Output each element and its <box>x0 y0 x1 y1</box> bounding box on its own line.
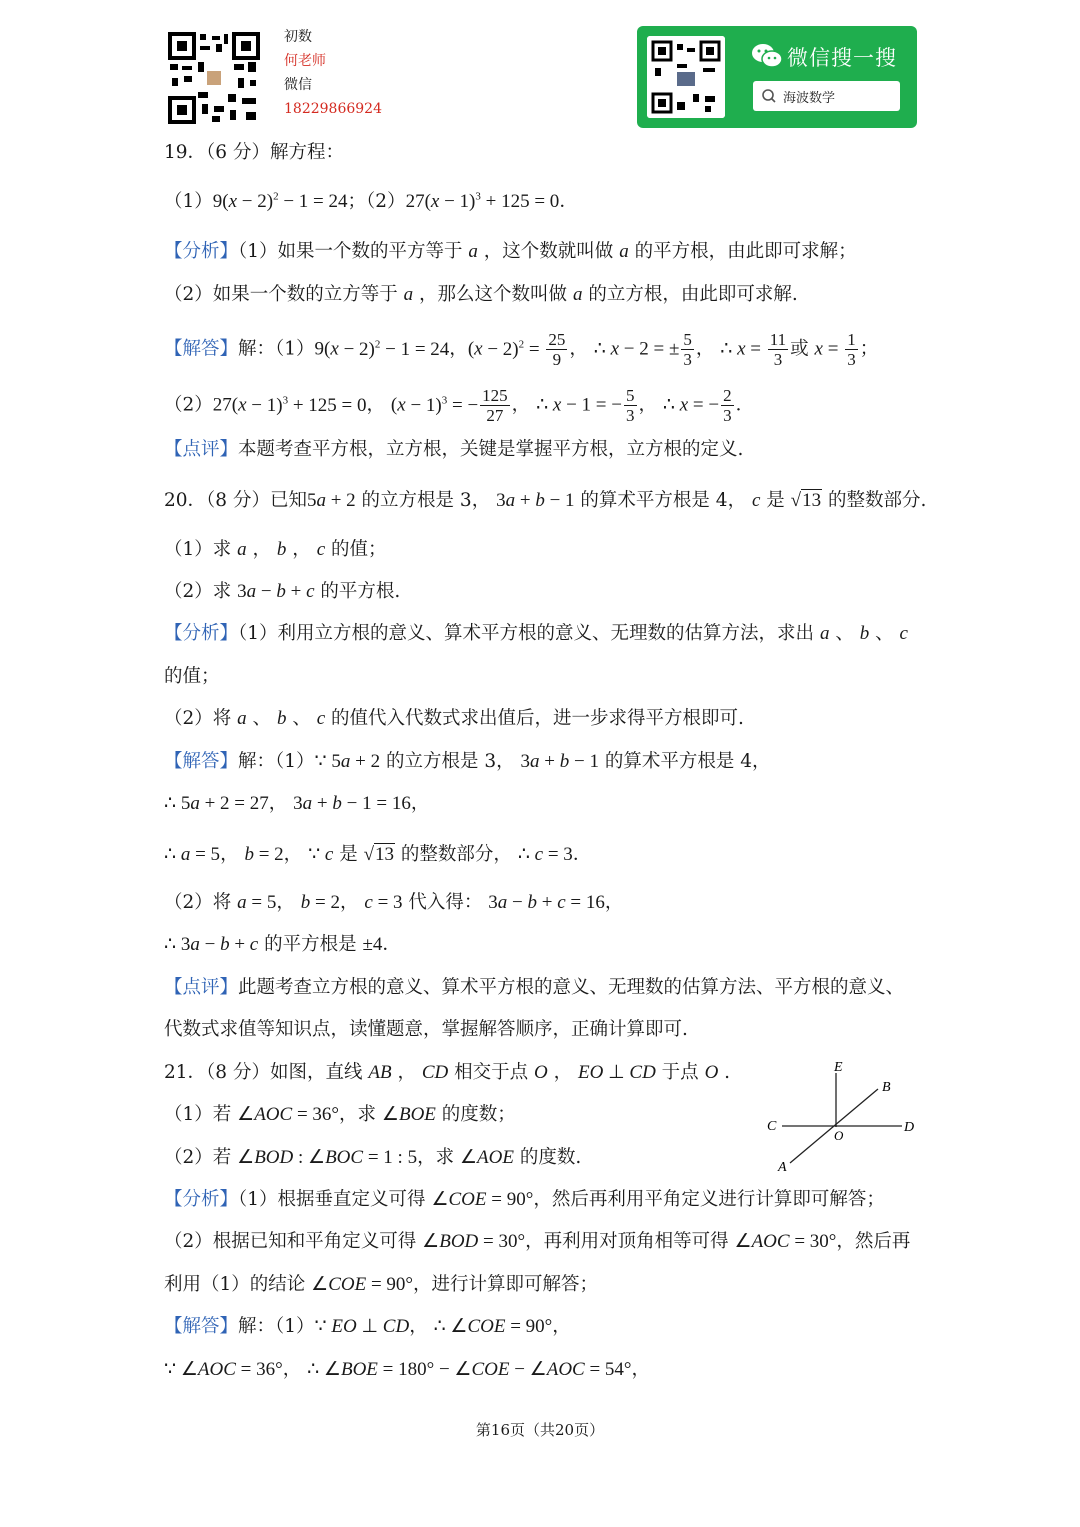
wechat-logo-icon <box>751 42 783 70</box>
q20-analysis-2: （2）将 a 、 b 、 c 的值代入代数式求出值后，进一步求得平方根即可. <box>164 708 744 729</box>
q20-comment-1: 【点评】此题考查立方根的意义、算术平方根的意义、无理数的估算方法、平方根的意义、 <box>164 977 905 998</box>
q20-answer-tag: 【解答】 <box>164 751 239 772</box>
q21-geometry-figure <box>760 1055 930 1177</box>
q19-answer-1: 【解答】解：$(1)9(x - 2)^2 - 1 = 24$，$(x - 2)^2$ = $\frac{25}{9}$ ， ∴ x − 2 = ± $\frac{5}{3}$ ， ∴ x = $\frac{11}{3}$ 或 x = $\frac{1}{3}$ ； <box>164 330 879 369</box>
header-phone-number: 18229866924 <box>284 101 382 117</box>
q19-equations: $(1)9(x - 2)^2 - 1 = 24$；$(2)27(x - 1)^3 + 125 = 0$． <box>164 190 578 212</box>
q20-comment-2: 代数式求值等知识点，读懂题意，掌握解答顺序，正确计算即可. <box>164 1019 688 1040</box>
header-label-chushu: 初数 <box>284 29 312 45</box>
q21-analysis-tag: 【分析】 <box>164 1189 239 1210</box>
q21-answer-2: ∵ ∠AOC = 36°， ∴ ∠BOE = 180° − ∠COE − ∠AOC = 54°， <box>164 1359 651 1380</box>
q21-title: 21．（8 分）如图，直线 AB ， CD 相交于点 O ， EO ⊥ CD 于点 O . <box>164 1062 731 1083</box>
q20-part-1: （1）求 a ， b ， c 的值； <box>164 539 387 560</box>
q19-answer-tag: 【解答】 <box>164 338 239 360</box>
label-e: E <box>834 1060 843 1075</box>
q21-analysis-2: （2）根据已知和平角定义可得 ∠BOD = 30°，再利用对顶角相等可得 ∠AOC = 30°，然后再 <box>164 1231 911 1252</box>
label-d: D <box>904 1120 915 1135</box>
wechat-qr-icon <box>647 36 725 118</box>
page-footer: 第16页（共20页） <box>475 1421 605 1439</box>
q19-analysis-2: （2）如果一个数的立方等于 a ，那么这个数叫做 a 的立方根，由此即可求解. <box>164 284 798 305</box>
q21-part-1: （1）若 ∠AOC = 36°，求 ∠BOE 的度数； <box>164 1104 516 1125</box>
q19-comment-tag: 【点评】 <box>164 439 239 460</box>
label-a: A <box>778 1160 787 1175</box>
header-teacher-name: 何老师 <box>284 53 326 69</box>
q20-comment-tag: 【点评】 <box>164 977 239 998</box>
label-c: C <box>767 1119 777 1134</box>
wechat-search-title: 微信搜一搜 <box>787 46 897 70</box>
q20-answer-4: （2）将 a = 5， b = 2， c = 3 代入得： 3a − b + c = 16， <box>164 892 624 913</box>
search-icon <box>761 88 777 104</box>
label-b: B <box>882 1080 891 1095</box>
q19-comment: 【点评】本题考查平方根，立方根，关键是掌握平方根，立方根的定义. <box>164 439 744 460</box>
q19-analysis-tag: 【分析】 <box>164 241 239 262</box>
q20-title: 20．（8 分）已知5a + 2 的立方根是 3， 3a + b − 1 的算术平方根是 4， c 是 √13 的整数部分. <box>164 490 927 511</box>
q19-title: 19．（6 分）解方程： <box>164 142 344 163</box>
qr-code-icon <box>168 32 260 124</box>
q20-answer-5: ∴ 3a − b + c 的平方根是 ±4． <box>164 934 401 955</box>
wechat-search-text: 海波数学 <box>783 91 836 106</box>
q21-analysis-3: 利用（1）的结论 ∠COE = 90°，进行计算即可解答； <box>164 1274 599 1295</box>
header-wechat-label: 微信 <box>284 77 312 93</box>
wechat-search-box[interactable] <box>753 81 900 111</box>
q21-answer-tag: 【解答】 <box>164 1316 239 1337</box>
q20-answer-2: ∴ 5a + 2 = 27， 3a + b − 1 = 16， <box>164 793 430 814</box>
q19-answer-2: $(2)27(x - 1)^3 + 125 = 0$， $(x - 1)^3$ = − $\frac{125}{27}$ ， ∴ x − 1 = − $\frac{5}{3}$ ， ∴ x = − $\frac{2}{3}$ ． <box>164 386 755 425</box>
q21-analysis-1: 【分析】（1）根据垂直定义可得 ∠COE = 90°，然后再利用平角定义进行计算即可解答； <box>164 1189 885 1210</box>
q20-part-2: （2）求 3a − b + c 的平方根. <box>164 581 401 602</box>
q20-analysis-1: 【分析】（1）利用立方根的意义、算术平方根的意义、无理数的估算方法，求出 a 、 b 、 c <box>164 623 908 644</box>
q20-answer-1: 【解答】解：（1）∵ 5a + 2 的立方根是 3， 3a + b − 1 的算术平方根是 4， <box>164 751 771 772</box>
q21-answer-1: 【解答】解：（1）∵ EO ⊥ CD， ∴ ∠COE = 90°， <box>164 1316 571 1337</box>
q20-answer-3: ∴ a = 5， b = 2， ∵ c 是 √13 的整数部分， ∴ c = 3． <box>164 844 592 865</box>
q19-analysis-1: 【分析】（1）如果一个数的平方等于 a ，这个数就叫做 a 的平方根，由此即可求解； <box>164 241 857 262</box>
q20-analysis-1-cont: 的值； <box>164 666 220 687</box>
wechat-search-banner[interactable] <box>637 26 917 128</box>
q21-part-2: （2）若 ∠BOD : ∠BOC = 1 : 5，求 ∠AOE 的度数. <box>164 1147 582 1168</box>
label-o: O <box>834 1128 844 1143</box>
q20-analysis-tag: 【分析】 <box>164 623 239 644</box>
